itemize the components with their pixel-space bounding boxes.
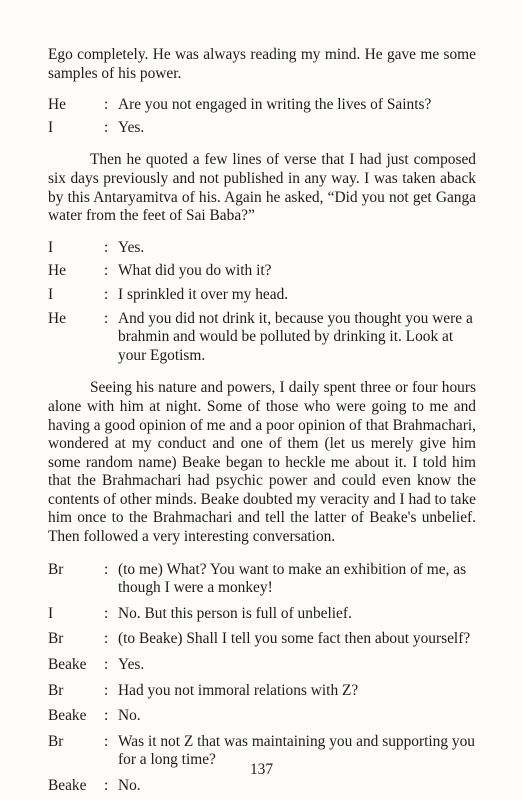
- speaker: I: [48, 285, 54, 303]
- dialogue-line: (to Beake) Shall I tell you some fact then about yourself?: [118, 630, 471, 648]
- speaker: I: [48, 118, 54, 136]
- page-body: [48, 46, 476, 796]
- speaker: I: [48, 604, 54, 622]
- colon: :: [104, 285, 109, 303]
- dialogue-line: And you did not drink it, because you thought you were a brahmin and would be polluted by drinking it. Look at your Egotism.: [118, 309, 473, 364]
- speaker: He: [48, 309, 66, 327]
- colon: :: [104, 732, 109, 750]
- dialogue-line: Are you not engaged in writing the lives of Saints?: [118, 96, 432, 114]
- speaker: Beake: [48, 656, 87, 674]
- colon: :: [104, 238, 109, 256]
- dialogue-line: Yes.: [118, 118, 145, 136]
- dialogue-line: No. But this person is full of unbelief.: [118, 604, 352, 622]
- colon: :: [104, 707, 109, 725]
- dialogue-line: I sprinkled it over my head.: [118, 285, 289, 303]
- colon: :: [104, 118, 109, 136]
- page-number: 137: [249, 761, 274, 778]
- speaker: He: [48, 96, 66, 114]
- speaker: I: [48, 238, 54, 256]
- dialogue-line: Yes.: [118, 656, 145, 674]
- dialogue-line: Was it not Z that was maintaining you and supporting you for a long time?: [118, 732, 475, 769]
- speaker: Beake: [48, 777, 87, 794]
- colon: :: [104, 96, 109, 114]
- dialogue-block-2: [48, 239, 476, 366]
- dialogue-line: No.: [118, 777, 141, 794]
- paragraph-2: Then he quoted a few lines of verse that I had just composed six days previously and not published in any way. I was taken aback by this Antaryamitva of his. Again he asked, “Did you not get Ganga water from the feet of Sai Baba?”: [48, 151, 476, 225]
- speaker: He: [48, 262, 66, 280]
- dialogue-line: No.: [118, 707, 141, 725]
- colon: :: [104, 681, 109, 699]
- colon: :: [104, 656, 109, 674]
- speaker: Br: [48, 732, 64, 750]
- dialogue-line: What did you do with it?: [118, 262, 272, 280]
- speaker: Br: [48, 681, 64, 699]
- colon: :: [104, 777, 109, 794]
- speaker: Br: [48, 630, 64, 648]
- speaker: Beake: [48, 707, 87, 725]
- speaker: Br: [48, 560, 64, 578]
- colon: :: [104, 309, 109, 327]
- dialogue-line: Yes.: [118, 238, 145, 256]
- paragraph-1: Ego completely. He was always reading my mind. He gave me some samples of his power.: [48, 46, 476, 82]
- colon: :: [104, 630, 109, 648]
- colon: :: [104, 262, 109, 280]
- paragraph-3: Seeing his nature and powers, I daily spent three or four hours alone with him at night. Some of those who were going to me and having a good opinion of me and a poor opinion of that Brahmachari, wondered at my conduct and one of them (let us merely give him some random name) Beake began to heckle me about it. I told him that the Brahmachari had psychic power and could even know the contents of other minds. Beake doubted my veracity and I had to take him once to the Brahmachari and tell the latter of Beake's unbelief. Then followed a very interesting conversation.: [48, 379, 476, 546]
- colon: :: [104, 604, 109, 622]
- dialogue-line: (to me) What? You want to make an exhibition of me, as though I were a monkey!: [118, 560, 467, 597]
- dialogue-block-1: [48, 96, 476, 137]
- colon: :: [104, 560, 109, 578]
- dialogue-line: Had you not immoral relations with Z?: [118, 681, 359, 699]
